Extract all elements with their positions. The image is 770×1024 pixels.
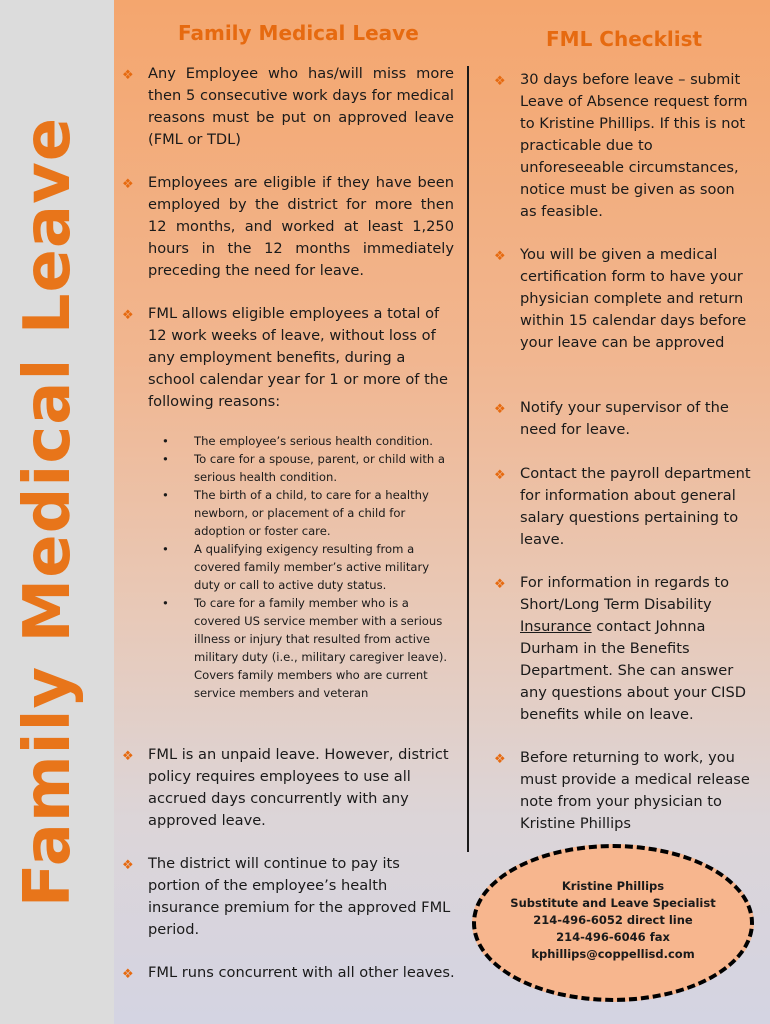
checklist-item-text-part: For information in regards to Short/Long Term Disability [520, 574, 730, 613]
diamond-bullet-icon: ❖ [494, 73, 506, 88]
diamond-bullet-icon: ❖ [494, 401, 506, 416]
checklist-item-3 [494, 397, 754, 441]
left-item-2 [122, 172, 454, 282]
checklist-item-5 [494, 572, 754, 726]
checklist-item-6 [494, 747, 754, 835]
checklist-item-text: You will be given a medical certification form to have your physician complete and return within 15 calendar days before your leave can be approved [520, 246, 747, 351]
left-item-text: FML runs concurrent with all other leaves. [148, 964, 455, 981]
diamond-bullet-icon: ❖ [494, 467, 506, 482]
reason-item: • The birth of a child, to care for a healthy newborn, or placement of a child for adoption or foster care. [162, 486, 454, 540]
reason-item: • To care for a spouse, parent, or child with a serious health condition. [162, 450, 454, 486]
column-divider [467, 66, 469, 852]
left-column-title: Family Medical Leave [178, 21, 419, 45]
right-column-title: FML Checklist [546, 27, 703, 51]
contact-fax: 214-496-6046 fax [556, 930, 670, 944]
reason-item: • The employee’s serious health condition. [162, 432, 454, 450]
checklist-item-text: Notify your supervisor of the need for leave. [520, 399, 729, 438]
reason-item: • To care for a family member who is a covered US service member with a serious illness or injury that resulted from active military duty (i.e., military caregiver leave). Covers family members who are current service members and veteran [162, 594, 454, 702]
diamond-bullet-icon: ❖ [122, 748, 134, 763]
left-item-text: FML is an unpaid leave. However, district policy requires employees to use all accrued days concurrently with any approved leave. [148, 746, 449, 829]
left-item-1 [122, 63, 454, 151]
reason-item: • A qualifying exigency resulting from a covered family member’s active military duty or call to active duty status. [162, 540, 454, 594]
left-item-3 [122, 303, 456, 413]
reasons-list [162, 432, 454, 702]
diamond-bullet-icon: ❖ [122, 857, 134, 872]
left-item-5 [122, 853, 456, 941]
diamond-bullet-icon: ❖ [494, 248, 506, 263]
diamond-bullet-icon: ❖ [122, 966, 134, 981]
checklist-item-4 [494, 463, 754, 551]
left-item-6 [122, 962, 456, 985]
left-item-text: FML allows eligible employees a total of 12 work weeks of leave, without loss of any employment benefits, during a school calendar year for 1 or more of the following reasons: [148, 305, 449, 410]
left-item-4 [122, 744, 456, 832]
diamond-bullet-icon: ❖ [494, 751, 506, 766]
side-title: Family Medical Leave [11, 116, 85, 908]
checklist-item-2 [494, 244, 754, 354]
diamond-bullet-icon: ❖ [122, 176, 134, 191]
contact-email[interactable]: kphillips@coppellisd.com [531, 947, 695, 961]
contact-card [476, 878, 750, 963]
checklist-item-text [520, 572, 754, 726]
diamond-bullet-icon: ❖ [494, 576, 506, 591]
left-item-text: Any Employee who has/will miss more then 5 consecutive work days for medical reasons must be put on approved leave (FML or TDL) [148, 65, 454, 148]
checklist-item-text: Contact the payroll department for information about general salary questions pertaining to leave. [520, 465, 751, 548]
checklist-item-text: 30 days before leave – submit Leave of Absence request form to Kristine Phillips. If this is not practicable due to unforeseeable circumstances, notice must be given as soon as feasible. [520, 71, 748, 220]
left-item-text: The district will continue to pay its portion of the employee’s health insurance premium for the approved FML period. [148, 855, 451, 938]
diamond-bullet-icon: ❖ [122, 67, 134, 82]
left-item-text: Employees are eligible if they have been employed by the district for more then 12 months, and worked at least 1,250 hours in the 12 months immediately preceding the need for leave. [148, 174, 454, 279]
diamond-bullet-icon: ❖ [122, 307, 134, 322]
checklist-item-text-part: contact Johnna Durham in the Benefits Department. She can answer any questions about your CISD benefits while on leave. [520, 618, 746, 723]
checklist-item-1 [494, 69, 754, 223]
contact-role: Substitute and Leave Specialist [510, 896, 716, 910]
contact-phone: 214-496-6052 direct line [533, 913, 693, 927]
checklist-item-text: Before returning to work, you must provide a medical release note from your physician to Kristine Phillips [520, 749, 750, 832]
insurance-underlined-text: Insurance [520, 618, 592, 635]
contact-name: Kristine Phillips [561, 879, 665, 893]
